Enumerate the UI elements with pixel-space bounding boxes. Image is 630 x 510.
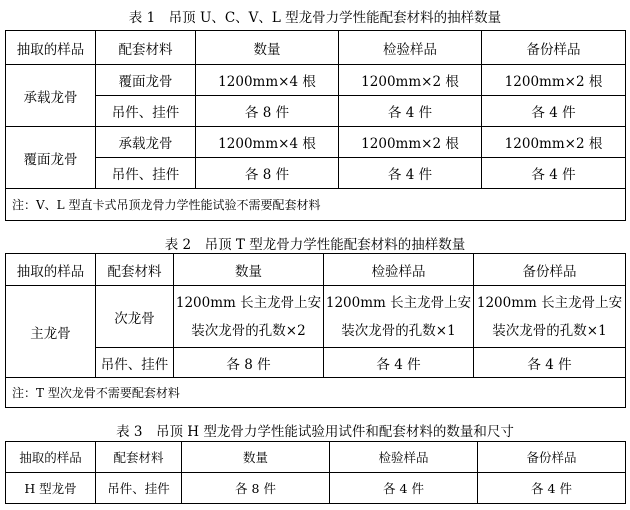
backup-cell: 1200mm×2 根 [482,65,626,96]
header-quantity: 数量 [182,442,330,473]
header-test-sample: 检验样品 [330,442,478,473]
header-backup-sample: 备份样品 [478,442,626,473]
table1-caption: 表 1 吊顶 U、C、V、L 型龙骨力学性能配套材料的抽样数量 [128,10,502,26]
quantity-cell: 各 8 件 [182,473,330,504]
header-sample: 抽取的样品 [6,254,96,286]
table3-caption: 表 3 吊顶 H 型龙骨力学性能试验用试件和配套材料的数量和尺寸 [116,424,514,440]
table3-header-row [6,442,626,473]
backup-line: 装次龙骨的孔数×1 [492,322,607,339]
quantity-cell: 1200mm×4 根 [196,127,339,158]
quantity-line: 1200mm 长主龙骨上安 [175,294,322,311]
header-material: 配套材料 [96,442,182,473]
test-line: 装次龙骨的孔数×1 [341,322,456,339]
test-cell [324,286,474,348]
test-cell: 各 4 件 [339,96,482,127]
header-test-sample: 检验样品 [324,254,474,286]
backup-cell: 1200mm×2 根 [482,127,626,158]
table2-note-row [6,378,626,408]
header-backup-sample: 备份样品 [474,254,626,286]
table3 [5,441,626,504]
test-cell: 1200mm×2 根 [339,127,482,158]
table-row [6,96,626,127]
backup-line: 1200mm 长主龙骨上安 [476,294,623,311]
test-cell: 1200mm×2 根 [339,65,482,96]
backup-cell: 各 4 件 [482,96,626,127]
test-line: 1200mm 长主龙骨上安 [325,294,472,311]
table-row [6,473,626,504]
table1-header-row [6,31,626,65]
header-backup-sample: 备份样品 [482,31,626,65]
backup-cell: 各 4 件 [474,348,626,378]
table1-note: 注：V、L 型直卡式吊顶龙骨力学性能试验不需要配套材料 [6,189,626,221]
header-test-sample: 检验样品 [339,31,482,65]
header-material: 配套材料 [96,254,174,286]
test-cell: 各 4 件 [324,348,474,378]
quantity-cell: 各 8 件 [196,158,339,189]
quantity-cell [174,286,324,348]
quantity-cell: 各 8 件 [196,96,339,127]
sample-cell: 承载龙骨 [6,65,96,127]
header-sample: 抽取的样品 [6,442,96,473]
header-material: 配套材料 [96,31,196,65]
header-quantity: 数量 [196,31,339,65]
quantity-cell: 各 8 件 [174,348,324,378]
material-cell: 吊件、挂件 [96,158,196,189]
table-row [6,348,626,378]
table-row [6,286,626,348]
sample-cell: H 型龙骨 [6,473,96,504]
backup-cell: 各 4 件 [478,473,626,504]
material-cell: 承载龙骨 [96,127,196,158]
table1 [5,30,626,221]
backup-cell: 各 4 件 [482,158,626,189]
table2-header-row [6,254,626,286]
quantity-line: 装次龙骨的孔数×2 [191,322,306,339]
table1-note-row [6,189,626,221]
header-quantity: 数量 [174,254,324,286]
material-cell: 次龙骨 [96,286,174,348]
material-cell: 吊件、挂件 [96,473,182,504]
table-row [6,127,626,158]
header-sample: 抽取的样品 [6,31,96,65]
sample-cell: 主龙骨 [6,286,96,378]
material-cell: 覆面龙骨 [96,65,196,96]
quantity-cell: 1200mm×4 根 [196,65,339,96]
test-cell: 各 4 件 [330,473,478,504]
sample-cell: 覆面龙骨 [6,127,96,189]
table2 [5,253,626,408]
material-cell: 吊件、挂件 [96,348,174,378]
test-cell: 各 4 件 [339,158,482,189]
table-row [6,65,626,96]
table2-note: 注：T 型次龙骨不需要配套材料 [6,378,626,408]
table2-caption: 表 2 吊顶 T 型龙骨力学性能配套材料的抽样数量 [164,237,466,253]
backup-cell [474,286,626,348]
table-row [6,158,626,189]
material-cell: 吊件、挂件 [96,96,196,127]
